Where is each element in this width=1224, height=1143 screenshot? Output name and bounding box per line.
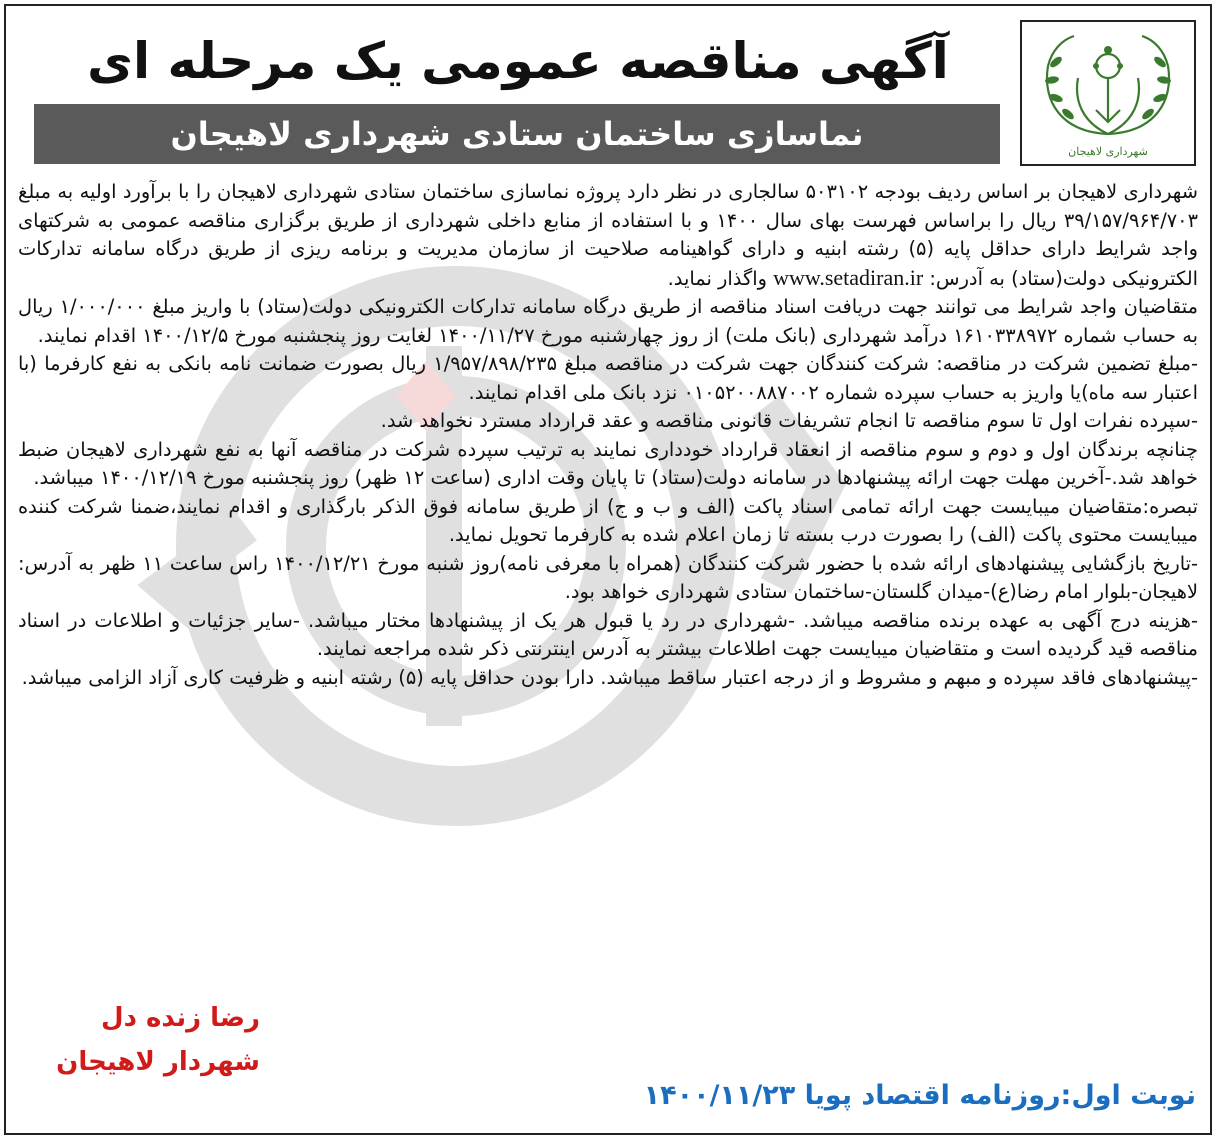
tender-notice: [4, 4, 1212, 1135]
signatory-position: شهردار لاهیجان: [56, 1047, 260, 1077]
notice-title: آگهی مناقصه عمومی یک مرحله ای: [87, 32, 949, 90]
publication-footer: نوبت اول:روزنامه اقتصاد پویا ۱۴۰۰/۱۱/۲۳: [643, 1080, 1196, 1111]
paragraph-documents: متقاضیان واجد شرایط می توانند جهت دریافت اسناد مناقصه از طریق درگاه سامانه تدارکات الکترونیکی دولت(ستاد) با واریز مبلغ ۱/۰۰۰/۰۰۰ ریال به حساب شماره ۱۶۱۰۳۳۸۹۷۲ درآمد شهرداری (بانک ملت) از روز چهارشنبه مورخ ۱۴۰۰/۱۱/۲۷ لغایت روز پنجشنبه مورخ ۱۴۰۰/۱۲/۵ اقدام نمایند.: [18, 295, 1199, 347]
signature-block: [30, 996, 260, 1084]
setadiran-link[interactable]: www.setadiran.ir: [773, 264, 924, 290]
paragraph-deadline: چنانچه برندگان اول و دوم و سوم مناقصه از انعقاد قرارداد خودداری نمایند به ترتیب سپرده شرکت در مناقصه آنها به نفع شهرداری لاهیجان ضبط خواهد شد.-آخرین مهلت جهت ارائه پیشنهادها در سامانه دولت(ستاد) تا پایان وقت اداری (ساعت ۱۲ ظهر) روز پنجشنبه مورخ ۱۴۰۰/۱۲/۱۹ میباشد.: [18, 437, 1198, 489]
paragraph-costs: -هزینه درج آگهی به عهده برنده مناقصه میباشد. -شهرداری در رد یا قبول هر یک از پیشنهادها مختار میباشد. -سایر جزئیات و اطلاعات در اسناد مناقصه قید گردیده است و متقاضیان میبایست جهت اطلاعات بیشتر به آدرس اینترنتی ذکر شده مراجعه نمایند.: [18, 608, 1198, 660]
paragraph-guarantee: -مبلغ تضمین شرکت در مناقصه: شرکت کنندگان جهت شرکت در مناقصه مبلغ ۱/۹۵۷/۸۹۸/۲۳۵ ریال بصورت ضمانت نامه بانکی به نفع کارفرما (با اعتبار سه ماه)یا واریز به حساب سپرده شماره ۰۱۰۵۲۰۰۸۸۷۰۰۲ نزد بانک ملی اقدام نمایند.: [18, 352, 1198, 404]
municipality-logo: [1020, 20, 1196, 166]
logo-caption: شهرداری لاهیجان: [1068, 145, 1148, 158]
paragraph-opening: -تاریخ بازگشایی پیشنهادهای ارائه شده با حضور شرکت کنندگان (همراه با معرفی نامه)روز شنبه مورخ ۱۴۰۰/۱۲/۲۱ راس ساعت ۱۱ ظهر به آدرس: لاهیجان-بلوار امام رضا(ع)-میدان گلستان-ساختمان ستادی شهرداری خواهد بود.: [18, 551, 1198, 603]
notice-body: [18, 178, 1198, 692]
paragraph-intro: شهرداری لاهیجان بر اساس ردیف بودجه ۵۰۳۱۰۲ سالجاری در نظر دارد پروژه نماسازی ساختمان ستادی شهرداری لاهیجان را با برآورد اولیه به مبلغ ۳۹/۱۵۷/۹۶۴/۷۰۳ ریال را براساس فهرست بهای سال ۱۴۰۰ و با استفاده از منابع داخلی شهرداری از طریق برگزاری مناقصه عمومی به شرکتهای واجد شرایط دارای حداقل پایه (۵) رشته ابنیه و دارای گواهینامه صلاحیت از سازمان مدیریت و برنامه ریزی از طریق درگاه سامانه تدارکات الکترونیکی دولت(ستاد) به آدرس: www.setadiran.ir واگذار نماید.: [18, 180, 1198, 290]
signatory-name: رضا زنده دل: [101, 1003, 260, 1033]
municipality-emblem-icon: [1022, 22, 1194, 164]
paragraph-note: تبصره:متقاضیان میبایست جهت ارائه تمامی اسناد پاکت (الف و ب و ج) از طریق سامانه فوق الذکر بارگذاری و اقدام نمایند،ضمنا شرکت کننده میبایست محتوی پاکت (الف) را بصورت درب بسته تا زمان اعلام شده به کارفرما تحویل نماید.: [18, 494, 1198, 546]
paragraph-invalid: -پیشنهادهای فاقد سپرده و مبهم و مشروط و از درجه اعتبار ساقط میباشد. دارا بودن حداقل پایه (۵) رشته ابنیه و ظرفیت کاری آزاد الزامی میباشد.: [21, 665, 1198, 689]
notice-subtitle: نماسازی ساختمان ستادی شهرداری لاهیجان: [34, 104, 1000, 164]
paragraph-deposit: -سپرده نفرات اول تا سوم مناقصه تا انجام تشریفات قانونی مناقصه و عقد قرارداد مسترد نخواهد شد.: [380, 409, 1198, 432]
